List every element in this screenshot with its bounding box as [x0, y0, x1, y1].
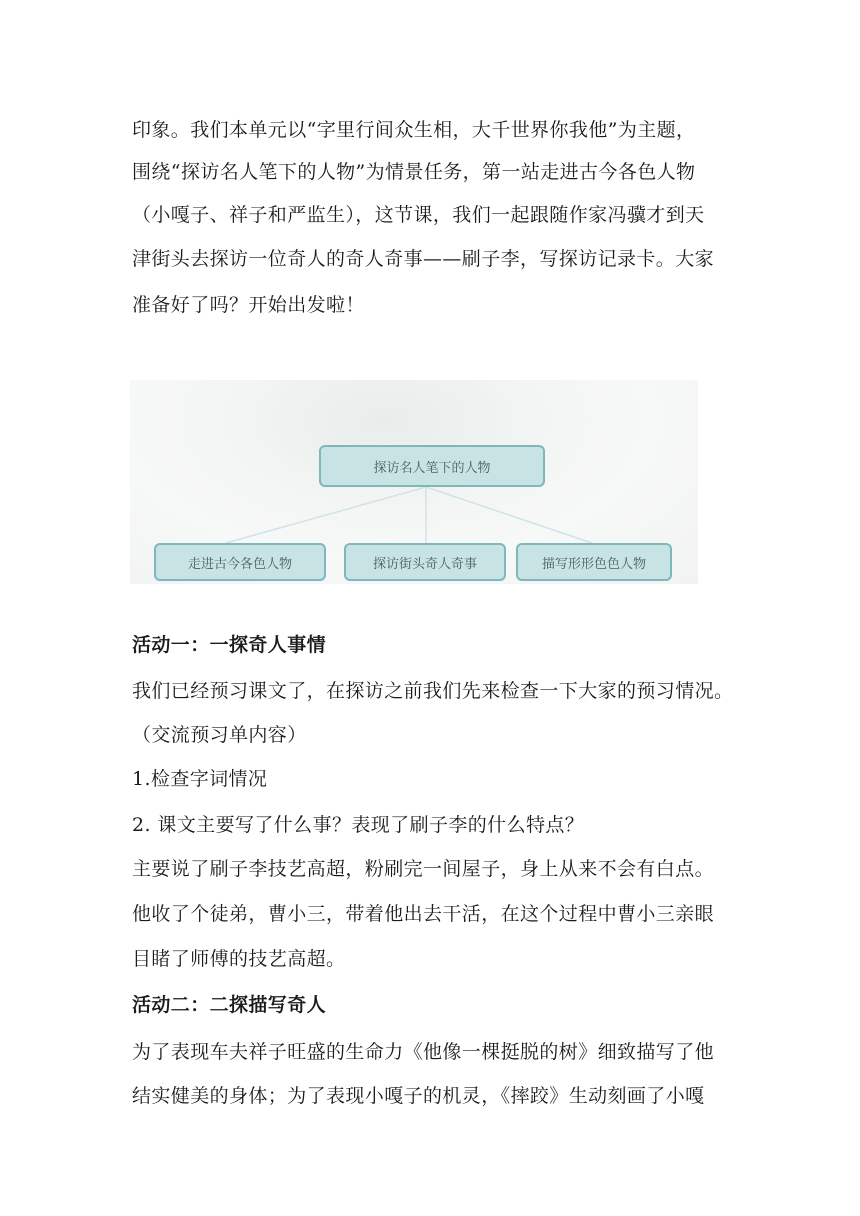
activity1-line-7: 目睹了师傅的技艺高超。 [132, 948, 346, 970]
activity1-line-5: 主要说了刷子李技艺高超，粉刷完一间屋子，身上从来不会有白点。 [132, 858, 715, 880]
intro-line-3: （小嘎子、祥子和严监生），这节课，我们一起跟随作家冯骥才到天 [132, 204, 705, 226]
activity1-line-6: 他收了个徒弟，曹小三，带着他出去干活，在这个过程中曹小三亲眼 [132, 903, 715, 925]
connector-left [226, 487, 426, 543]
diagram-root-node: 探访名人笔下的人物 [319, 445, 545, 487]
task-diagram [130, 380, 698, 584]
intro-line-5: 准备好了吗？开始出发啦！ [132, 294, 365, 316]
connector-right [426, 487, 592, 543]
activity2-heading: 活动二：二探描写奇人 [132, 994, 327, 1016]
activity2-line-1: 为了表现车夫祥子旺盛的生命力《他像一棵挺脱的树》细致描写了他 [132, 1041, 715, 1063]
activity1-line-2: （交流预习单内容） [132, 724, 307, 746]
activity1-line-3: 1.检查字词情况 [132, 768, 268, 790]
intro-line-1: 印象。我们本单元以“字里行间众生相，大千世界你我他”为主题， [132, 119, 696, 141]
activity1-line-4: 2. 课文主要写了什么事？表现了刷子李的什么特点？ [132, 814, 585, 836]
intro-line-4: 津街头去探访一位奇人的奇人奇事——刷子李，写探访记录卡。大家 [132, 248, 715, 270]
intro-line-2: 围绕“探访名人笔下的人物”为情景任务，第一站走进古今各色人物 [132, 161, 696, 183]
activity1-line-1: 我们已经预习课文了，在探访之前我们先来检查一下大家的预习情况。 [132, 680, 734, 702]
activity1-heading: 活动一：一探奇人事情 [132, 634, 327, 656]
diagram-child-node-2: 探访街头奇人奇事 [344, 543, 506, 581]
diagram-child-node-3: 描写形形色色人物 [516, 543, 672, 581]
activity2-line-2: 结实健美的身体；为了表现小嘎子的机灵，《摔跤》生动刻画了小嘎 [132, 1085, 705, 1107]
diagram-child-node-1: 走进古今各色人物 [154, 543, 326, 581]
